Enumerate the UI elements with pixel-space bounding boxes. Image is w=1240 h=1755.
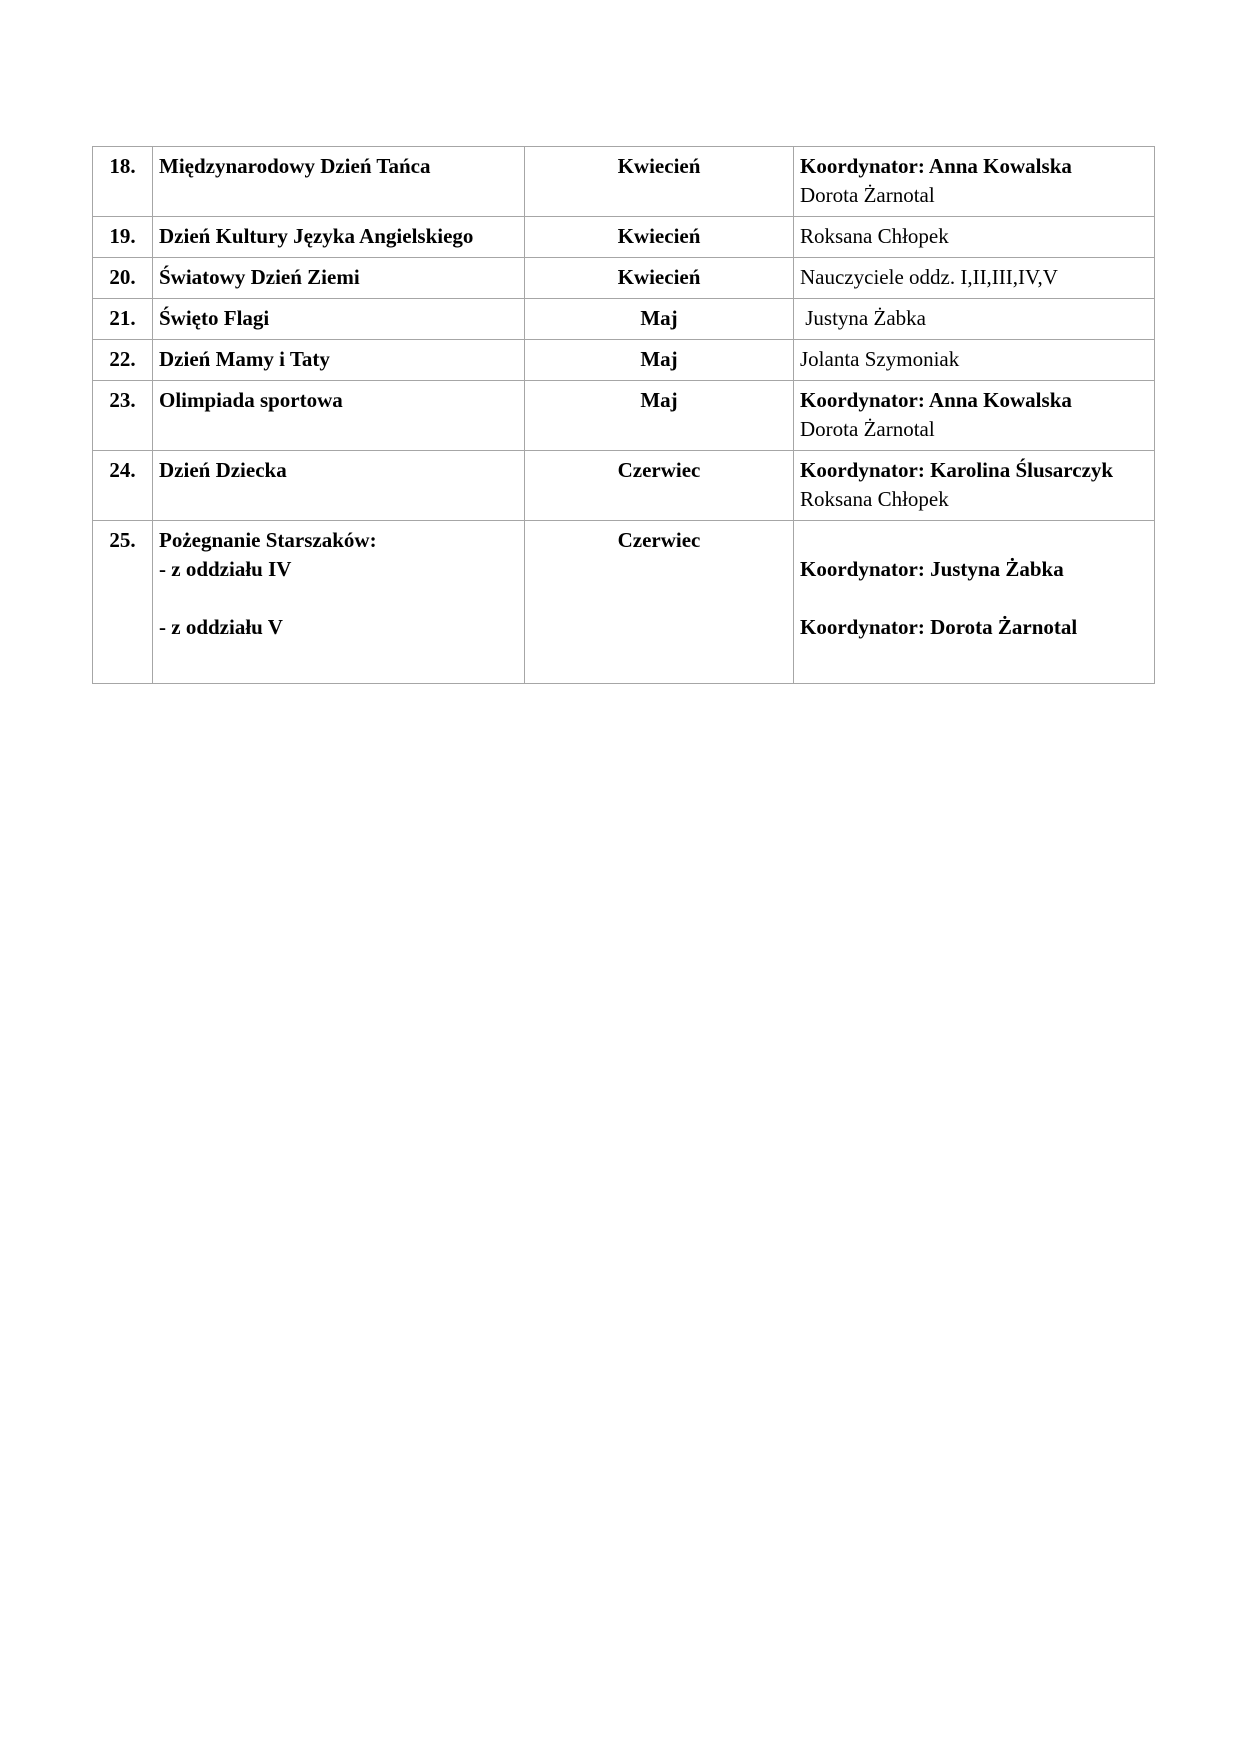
responsible-cell	[794, 340, 1155, 381]
event-name: Dzień Mamy i Taty	[153, 340, 525, 381]
row-number: 21.	[93, 299, 153, 340]
coordinator: Koordynator: Karolina Ślusarczyk	[800, 458, 1114, 482]
responsible-cell	[794, 521, 1155, 684]
row-number: 25.	[93, 521, 153, 684]
event-subgroup: - z oddziału IV	[159, 557, 292, 581]
responsible-person: Dorota Żarnotal	[800, 183, 935, 207]
event-month: Maj	[525, 381, 794, 451]
coordinator: Koordynator: Dorota Żarnotal	[800, 615, 1078, 639]
row-number: 22.	[93, 340, 153, 381]
responsible-cell	[794, 299, 1155, 340]
event-name: Olimpiada sportowa	[153, 381, 525, 451]
event-name: Pożegnanie Starszaków:	[159, 528, 377, 552]
events-table	[92, 146, 1155, 684]
event-month: Maj	[525, 340, 794, 381]
blank-line	[800, 584, 1148, 613]
coordinator: Koordynator: Anna Kowalska	[800, 388, 1072, 412]
coordinator: Koordynator: Justyna Żabka	[800, 557, 1064, 581]
table-row	[93, 340, 1155, 381]
responsible-person: Nauczyciele oddz. I,II,III,IV,V	[800, 265, 1058, 289]
blank-line	[800, 526, 1148, 555]
responsible-cell	[794, 258, 1155, 299]
table-row	[93, 258, 1155, 299]
row-number: 19.	[93, 217, 153, 258]
responsible-person: Justyna Żabka	[800, 306, 926, 330]
row-number: 18.	[93, 147, 153, 217]
table-row	[93, 381, 1155, 451]
responsible-person: Roksana Chłopek	[800, 487, 949, 511]
responsible-person: Dorota Żarnotal	[800, 417, 935, 441]
event-month: Czerwiec	[525, 451, 794, 521]
table-row	[93, 217, 1155, 258]
event-name: Święto Flagi	[153, 299, 525, 340]
coordinator: Koordynator: Anna Kowalska	[800, 154, 1072, 178]
responsible-cell	[794, 381, 1155, 451]
row-number: 24.	[93, 451, 153, 521]
blank-line	[159, 584, 518, 613]
event-month: Kwiecień	[525, 217, 794, 258]
event-name: Światowy Dzień Ziemi	[153, 258, 525, 299]
event-month: Kwiecień	[525, 147, 794, 217]
table-row	[93, 299, 1155, 340]
responsible-cell	[794, 451, 1155, 521]
event-month: Maj	[525, 299, 794, 340]
table-row	[93, 521, 1155, 684]
event-month: Kwiecień	[525, 258, 794, 299]
event-month: Czerwiec	[525, 521, 794, 684]
event-name: Dzień Kultury Języka Angielskiego	[153, 217, 525, 258]
table-row	[93, 451, 1155, 521]
row-number: 20.	[93, 258, 153, 299]
event-name: Międzynarodowy Dzień Tańca	[153, 147, 525, 217]
event-name: Dzień Dziecka	[153, 451, 525, 521]
responsible-cell	[794, 147, 1155, 217]
event-cell	[153, 521, 525, 684]
responsible-cell	[794, 217, 1155, 258]
event-subgroup: - z oddziału V	[159, 615, 283, 639]
responsible-person: Jolanta Szymoniak	[800, 347, 960, 371]
table-row	[93, 147, 1155, 217]
responsible-person: Roksana Chłopek	[800, 224, 949, 248]
row-number: 23.	[93, 381, 153, 451]
